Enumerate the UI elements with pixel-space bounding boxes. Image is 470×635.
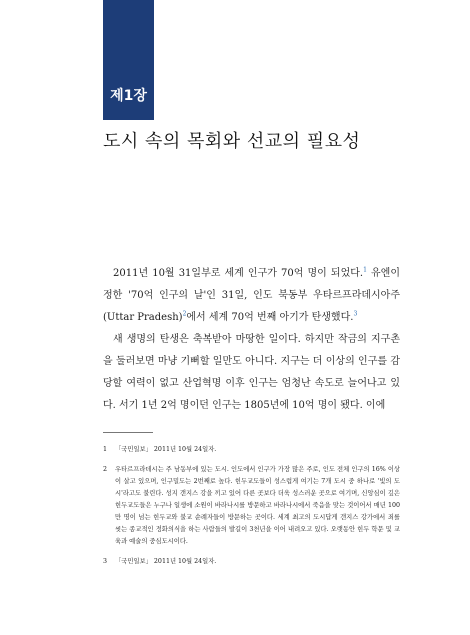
paragraph-1-part-a: 2011년 10월 31일부로 세계 인구가 70억 명이 되었다.	[113, 268, 364, 279]
chapter-title: 도시 속의 목회와 선교의 필요성	[103, 131, 361, 152]
paragraph-1	[103, 263, 400, 329]
body-text	[103, 263, 400, 417]
footnote-number: 3	[103, 558, 108, 565]
footnote-item	[103, 556, 400, 568]
footnote-ref-3[interactable]: 3	[353, 310, 358, 318]
paragraph-1-part-c: 에서 세계 70억 번째 아기가 탄생했다.	[186, 312, 354, 323]
footnote-ref-1[interactable]: 1	[363, 266, 367, 274]
footnote-ref-2[interactable]: 2	[182, 310, 187, 318]
footnote-item	[103, 444, 400, 456]
footnote-text: 우타르프라데시는 주 남동부에 있는 도시. 인도에서 인구가 가장 많은 주로, 인도 전체 인구의 16% 이상이 살고 있으며, 인구밀도는 2번째로 높다. 힌두교도들이 성스럽게 여기는 7개 도시 중 하나로 '빛의 도시'라고도 불린다. 성지 갠지스 강을 끼고 있어 다른 곳보다 더욱 성스러운 곳으로 여기며, 신앙심이 깊은 힌두교도들은 누구나 일생에 소원이 바라나시를 방문하고 바라나시에서 죽음을 맞는 것이어서 매년 100만 명이 넘는 힌두교와 불교 순례자들이 방문하는 곳이다. 세계 최고의 도시답게 갠지스 강가에서 죄를 씻는 종교적인 정화의식을 하는 사람들의 발길이 3천년을 이어 내려오고 있다. 오랫동안 힌두 학문 및 교육과 예술의 중심도시이다.	[115, 466, 400, 545]
paragraph-1-part-b: 유엔이 정한 '70억 인구의 날'인 31일, 인도 북동부 우타르프라데시아주(Uttar Pradesh)	[103, 268, 400, 323]
chapter-label: 제1장	[110, 88, 147, 104]
footnotes	[103, 444, 400, 576]
footnote-number: 2	[103, 466, 108, 473]
footnote-item	[103, 464, 400, 548]
footnote-divider	[103, 432, 153, 433]
footnote-text: 「국민일보」 2011년 10월 24일자.	[115, 446, 217, 453]
footnote-number: 1	[103, 446, 108, 453]
footnote-text: 「국민일보」 2011년 10월 24일자.	[115, 558, 217, 565]
paragraph-2: 새 생명의 탄생은 축복받아 마땅한 일이다. 하지만 작금의 지구촌을 둘러보면 마냥 기뻐할 일만도 아니다. 지구는 더 이상의 인구를 감당할 여력이 없고 산업혁명 이후 인구는 엄청난 속도로 늘어나고 있다. 서기 1년 2억 명이던 인구는 1805년에 10억 명이 됐다. 이에	[103, 334, 400, 411]
chapter-tab	[103, 0, 154, 120]
